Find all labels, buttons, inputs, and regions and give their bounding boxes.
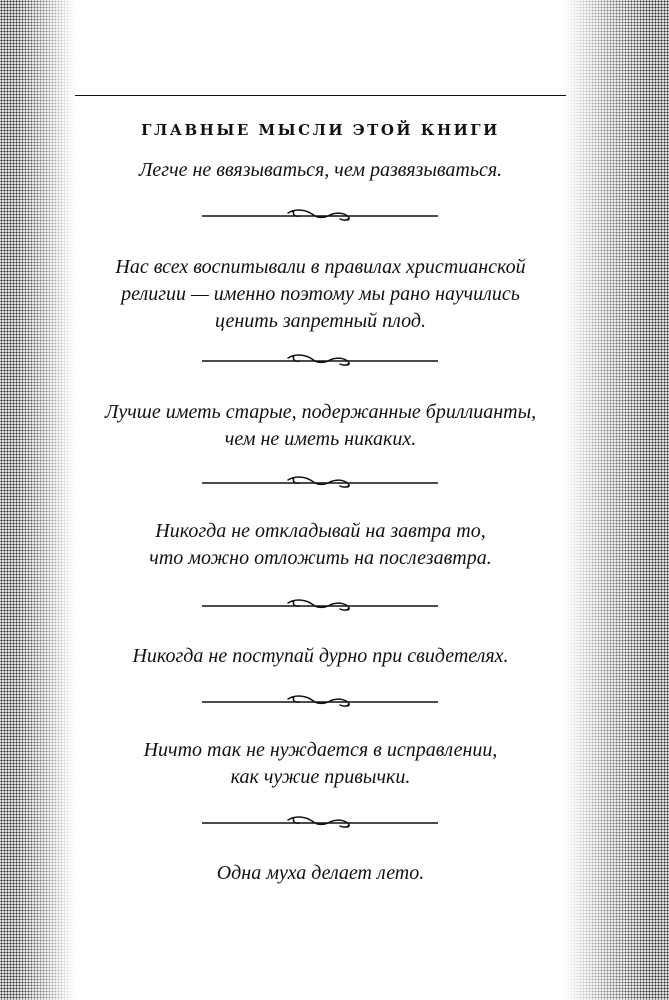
ornamental-divider — [202, 815, 438, 831]
quote-2 — [75, 254, 566, 335]
quote-4 — [75, 518, 566, 572]
quote-line: религии — именно поэтому мы рано научились — [121, 283, 520, 305]
ornamental-divider — [202, 598, 438, 614]
quote-line: Легче не ввязываться, чем развязываться. — [138, 159, 503, 181]
page-heading: ГЛАВНЫЕ МЫСЛИ ЭТОЙ КНИГИ — [141, 121, 500, 139]
quote-line: Одна муха делает лето. — [216, 862, 425, 884]
quote-line: чем не иметь никаких. — [224, 428, 417, 450]
quote-1 — [75, 157, 566, 184]
quote-line: Никогда не поступай дурно при свидетелях. — [132, 645, 509, 667]
left-halftone-border — [0, 0, 75, 1000]
quote-7 — [75, 860, 566, 887]
quote-line: Лучше иметь старые, подержанные бриллианты, — [104, 401, 537, 423]
quote-6 — [75, 737, 566, 791]
quote-3 — [75, 399, 566, 453]
top-rule — [75, 95, 566, 96]
quote-line: Ничто так не нуждается в исправлении, — [143, 739, 498, 761]
quote-line: как чужие привычки. — [230, 766, 411, 788]
quote-line: что можно отложить на послезавтра. — [149, 547, 492, 569]
ornamental-divider — [202, 353, 438, 369]
quote-line: Нас всех воспитывали в правилах христианской — [115, 256, 526, 278]
ornamental-divider — [202, 475, 438, 491]
ornamental-divider — [202, 694, 438, 710]
ornamental-divider — [202, 208, 438, 224]
quote-5 — [75, 643, 566, 670]
quote-line: Никогда не откладывай на завтра то, — [155, 520, 486, 542]
quote-line: ценить запретный плод. — [215, 310, 426, 332]
right-halftone-border — [564, 0, 669, 1000]
